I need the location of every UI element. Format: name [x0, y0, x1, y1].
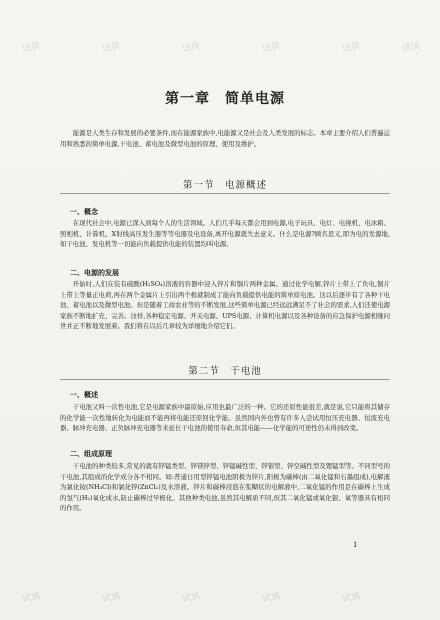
watermark-text: 试读	[401, 41, 422, 55]
watermark-text: 试读	[181, 591, 202, 605]
section-1-para-2: 开始时,人们在装有硫酸(H₂SO₄)溶液的容器中浸入锌片和铜片两种金属。通过化学电解,锌片上带上了负电,铜片上带上等量正电荷,再在两个金属片上引出两个极就制成了能向负载提供电能的简单原电池。这以后逐步有了各种干电池、蓄电池以及微型电池。但是随着工商农业等的不断发展,这些简单电源已经远远满足不了社会的需求,人们还使电源家族不断地扩充、完善。这样,各种稳定电源、开关电源、UPS电源、计算机电源以及各种设备的应急保护电源相继问世并正不断地发展着。我们将在以后几章较为详细地介绍它们。	[60, 280, 390, 331]
chapter-title: 第一章 简单电源	[165, 91, 285, 107]
section-2-para-1: 干电池又叫一次性电池,它是电源家族中最原始,应用也最广泛的一种。它的还原性能很差,就是说,它只能将其储存的化学能一次性地转化为电能而不能再将电能还原回化学能。虽然国内外也曾有许多人尝试用恒压充电器、恒流充电器、脉冲充电器、正负脉冲充电器等来延长干电池的使用寿命,但其电能——化学能的可逆性仍未得到改变。	[60, 403, 390, 433]
section-1-title: 第一节 电源概述	[182, 180, 267, 191]
section-2-title: 第二节 干电池	[188, 366, 262, 377]
section-1-divider	[60, 193, 390, 194]
watermark-text: 试读	[21, 41, 42, 55]
watermark-text: 试读	[181, 41, 202, 55]
section-2-subhead-1: 一、概述	[70, 390, 98, 399]
watermark-text: 试读	[341, 591, 362, 605]
section-1-para-1: 在现代社会中,电源已深入到每个人的生活领域。人们几乎每天都会用到电源,电子玩具、电灯、电视机、电冰箱、照相机、计算机、X射线高压发生器等等电器及电设备,离开电源就失去意义。什么是电源?顾名思义,即为电的发源地,如干电池、发电机等一切能向负载提供电能的装置均叫电源。	[60, 219, 390, 249]
watermark-text: 试读	[341, 41, 362, 55]
section-2-divider	[60, 379, 390, 380]
watermark-text: 试读	[101, 591, 122, 605]
watermark-text: 试读	[261, 591, 282, 605]
section-1-subhead-2: 二、电源的发展	[70, 268, 119, 277]
chapter-intro: 能源是人类生存和发展的必要条件,而在能源家族中,电能源又是社会及人类发展的标志。本章主要介绍人们普遍运用和熟悉的简单电源,干电池、蓄电池及微型电池的原理、使用及维护。	[60, 129, 390, 148]
section-2-para-2: 干电池的种类较多,常见的就有锌锰类型、锌镁锌型、锌锰碱性型、锌银型、锌空碱性型及锂锰型等。不同型号的干电池,其组成的化学成分各不相同。如:普通日用型锌锰电池阴极为锌片,阳极为碳棒(由二氧化锰和石墨组成),电解液为氯化铵(NH₄Cl)和氯化锌(ZnCl₂)及水溶液。锌片和碳棒浸泡在浆糊状的电解液中,二氧化锰的作用是在碳棒上生成的氢气(H₂)氧化成水,防止碳棒过早极化。其他种类电池,虽然其电解质不同,但其二氧化锰或氧化银、氧等器具有相同的作用。	[60, 462, 390, 513]
watermark-text: 试读	[261, 41, 282, 55]
watermark-text: 试读	[21, 591, 42, 605]
watermark-text: 试读	[101, 41, 122, 55]
section-1-subhead-1: 一、概念	[70, 207, 98, 216]
page-number: 1	[353, 541, 358, 549]
section-2-subhead-2: 二、组成原理	[70, 449, 112, 458]
